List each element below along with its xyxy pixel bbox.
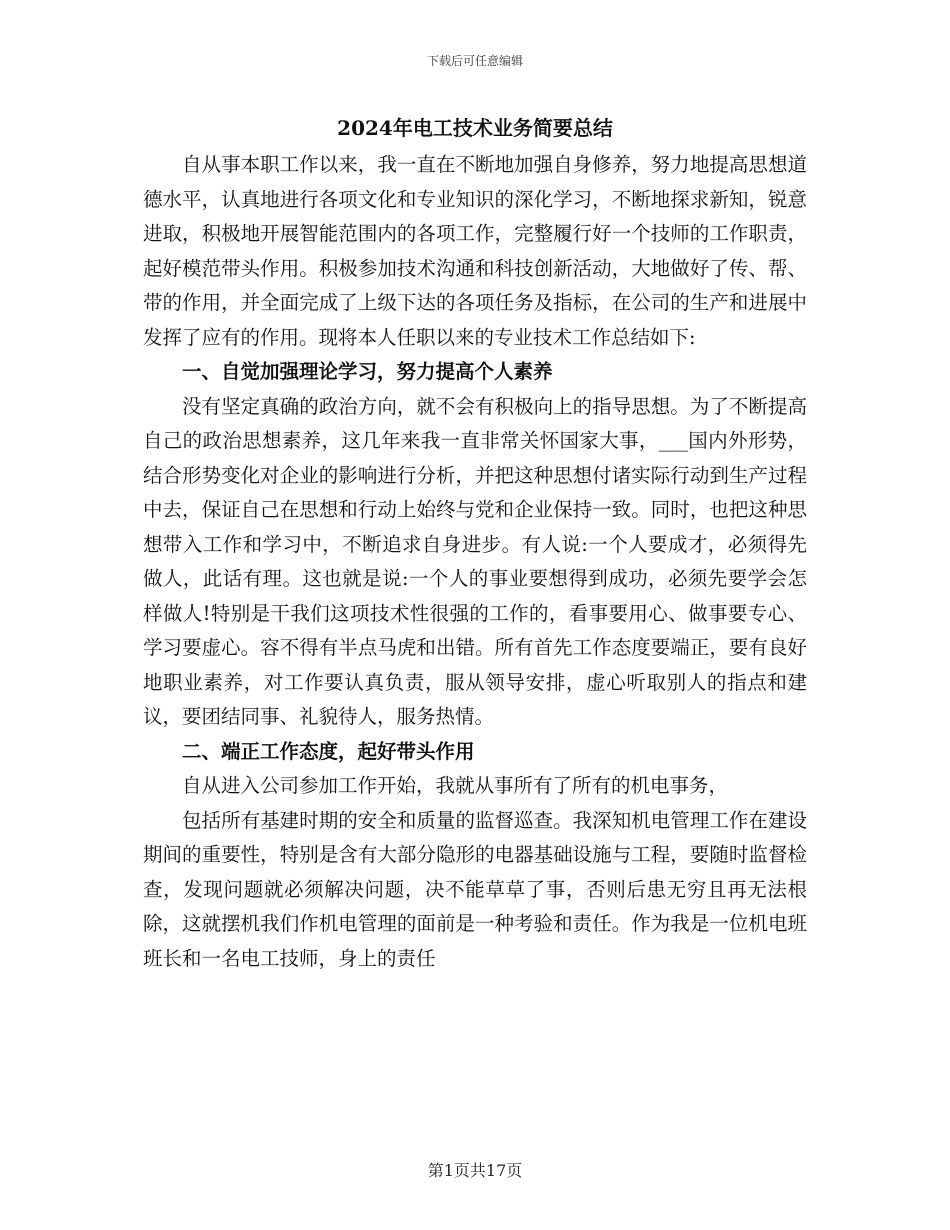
section-heading-1: 一、自觉加强理论学习，努力提高个人素养 bbox=[182, 360, 553, 383]
document-title: 2024年电工技术业务简要总结 bbox=[337, 116, 613, 140]
section-1-paragraph: 没有坚定真确的政治方向，就不会有积极向上的指导思想。为了不断提高自己的政治思想素养，这几年来我一直非常关怀国家大事，___国内外形势，结合形势变化对企业的影响进行分析，并把这种思想付诸实际行动到生产过程中去，保证自己在思想和行动上始终与党和企业保持一致。同时，也把这种思想带入工作和学习中，不断追求自身进步。有人说:一个人要成才，必须得先做人，此话有理。这也就是说:一个人的事业要想得到成功，必须先要学会怎样做人!特别是干我们这项技术性很强的工作的，看事要用心、做事要专心、学习要虚心。容不得有半点马虎和出错。所有首先工作态度要端正，要有良好地职业素养，对工作要认真负责，服从领导安排，虚心听取别人的指点和建议，要团结同事、礼貌待人，服务热情。 bbox=[143, 394, 807, 728]
page-header-note: 下载后可任意编辑 bbox=[426, 54, 523, 68]
section-2-paragraph-1: 自从进入公司参加工作开始，我就从事所有了所有的机电事务， bbox=[182, 774, 729, 797]
document-body bbox=[143, 148, 807, 976]
section-heading-2: 二、端正工作态度，起好带头作用 bbox=[182, 739, 475, 763]
page-number-footer: 第1页共17页 bbox=[427, 1161, 523, 1180]
section-2-paragraph-2: 包括所有基建时期的安全和质量的监督巡查。我深知机电管理工作在建设期间的重要性，特别是含有大部分隐形的电器基础设施与工程，要随时监督检查，发现问题就必须解决问题，决不能草草了事，否则后患无穷且再无法根除，这就摆机我们作机电管理的面前是一种考验和责任。作为我是一位机电班班长和一名电工技师，身上的责任 bbox=[143, 808, 807, 970]
intro-paragraph: 自从事本职工作以来，我一直在不断地加强自身修养，努力地提高思想道德水平，认真地进行各项文化和专业知识的深化学习，不断地探求新知，锐意进取，积极地开展智能范围内的各项工作，完整履行好一个技师的工作职责，起好模范带头作用。积极参加技术沟通和科技创新活动，大地做好了传、帮、带的作用，并全面完成了上级下达的各项任务及指标，在公司的生产和进展中发挥了应有的作用。现将本人任职以来的专业技术工作总结如下: bbox=[143, 153, 807, 349]
